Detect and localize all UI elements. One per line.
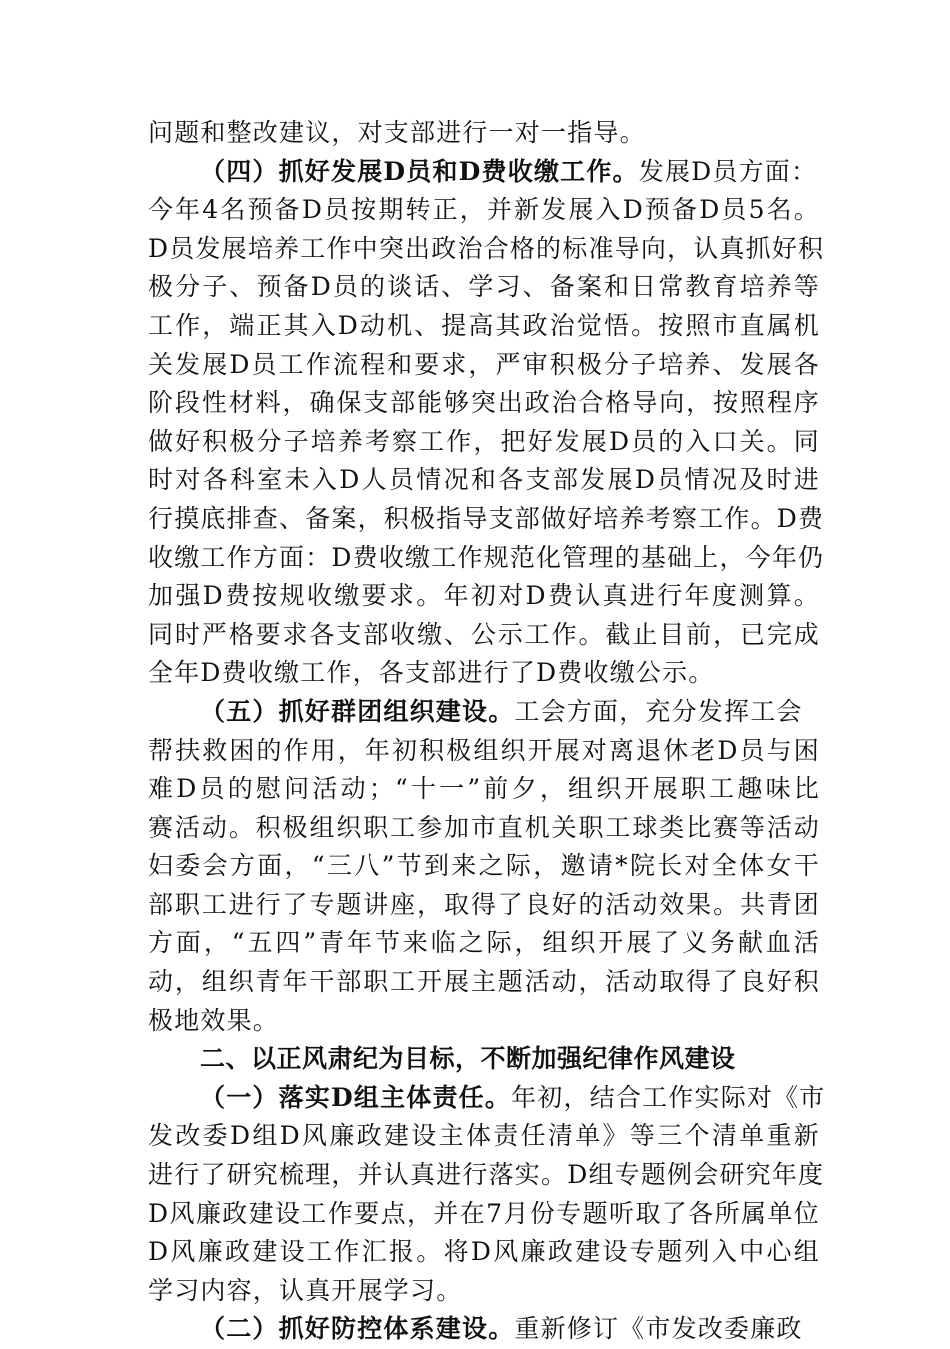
paragraph-line: 关发展D员工作流程和要求，严审积极分子培养、发展各 <box>148 349 820 379</box>
paragraph-line: 难D员的慰问活动；“十一”前夕，组织开展职工趣味比 <box>148 774 820 804</box>
section-four-title: （四）抓好发展D员和D费收缴工作。 <box>200 156 639 186</box>
paragraph-line: 发改委D组D风廉政建设主体责任清单》等三个清单重新 <box>148 1121 820 1151</box>
paragraph-line: 同时严格要求各支部收缴、公示工作。截止目前，已完成 <box>148 619 820 649</box>
section-five-lead-line: （五）抓好群团组织建设。工会方面，充分发挥工会 <box>200 696 803 726</box>
subsection-one-title: （一）落实D组主体责任。 <box>200 1082 512 1112</box>
paragraph-line: 赛活动。积极组织职工参加市直机关职工球类比赛等活动 <box>148 812 820 842</box>
paragraph-line: 极分子、预备D员的谈话、学习、备案和日常教育培养等 <box>148 272 820 302</box>
paragraph-line: 学习内容，认真开展学习。 <box>148 1275 463 1305</box>
subsection-one-lead-line: （一）落实D组主体责任。年初，结合工作实际对《市 <box>200 1082 826 1112</box>
paragraph-line: 行摸底排查、备案，积极指导支部做好培养考察工作。D费 <box>148 503 825 533</box>
paragraph-line: 今年4名预备D员按期转正，并新发展入D预备D员5名。 <box>148 195 820 225</box>
subsection-two-lead-line: （二）抓好防控体系建设。重新修订《市发改委廉政 <box>200 1314 803 1344</box>
paragraph-line: 全年D费收缴工作，各支部进行了D费收缴公示。 <box>148 658 715 688</box>
paragraph-line: D员发展培养工作中突出政治合格的标准导向，认真抓好积 <box>148 233 825 263</box>
paragraph-line: 时对各科室未入D人员情况和各支部发展D员情况及时进 <box>148 465 820 495</box>
paragraph-line: 帮扶救困的作用，年初积极组织开展对离退休老D员与困 <box>148 735 820 765</box>
paragraph-line: 工作，端正其入D动机、提高其政治觉悟。按照市直属机 <box>148 310 820 340</box>
paragraph-line: 加强D费按规收缴要求。年初对D费认真进行年度测算。 <box>148 581 820 611</box>
paragraph-line: 妇委会方面，“三八”节到来之际，邀请*院长对全体女干 <box>148 851 820 881</box>
paragraph-line: 收缴工作方面：D费收缴工作规范化管理的基础上，今年仍 <box>148 542 825 572</box>
paragraph-line: 部职工进行了专题讲座，取得了良好的活动效果。共青团 <box>148 889 820 919</box>
section-four-lead-line: （四）抓好发展D员和D费收缴工作。发展D员方面： <box>200 156 818 186</box>
paragraph-line: D风廉政建设工作汇报。将D风廉政建设专题列入中心组 <box>148 1237 820 1267</box>
paragraph-line: 问题和整改建议，对支部进行一对一指导。 <box>148 118 646 147</box>
paragraph-line: 进行了研究梳理，并认真进行落实。D组专题例会研究年度 <box>148 1160 825 1190</box>
paragraph-line: 极地效果。 <box>148 1005 280 1035</box>
paragraph-line: 阶段性材料，确保支部能够突出政治合格导向，按照程序 <box>148 388 820 418</box>
chapter-two-heading: 二、以正风肃纪为目标，不断加强纪律作风建设 <box>200 1044 736 1074</box>
paragraph-line: 方面，“五四”青年节来临之际，组织开展了义务献血活 <box>148 928 820 958</box>
paragraph-line: D风廉政建设工作要点，并在7月份专题听取了各所属单位 <box>148 1198 820 1228</box>
section-five-title: （五）抓好群团组织建设。 <box>200 696 515 726</box>
paragraph-line: 动，组织青年干部职工开展主题活动，活动取得了良好积 <box>148 967 820 997</box>
document-body <box>148 114 826 1349</box>
paragraph-line: 做好积极分子培养考察工作，把好发展D员的入口关。同 <box>148 426 820 456</box>
subsection-two-title: （二）抓好防控体系建设。 <box>200 1314 515 1344</box>
